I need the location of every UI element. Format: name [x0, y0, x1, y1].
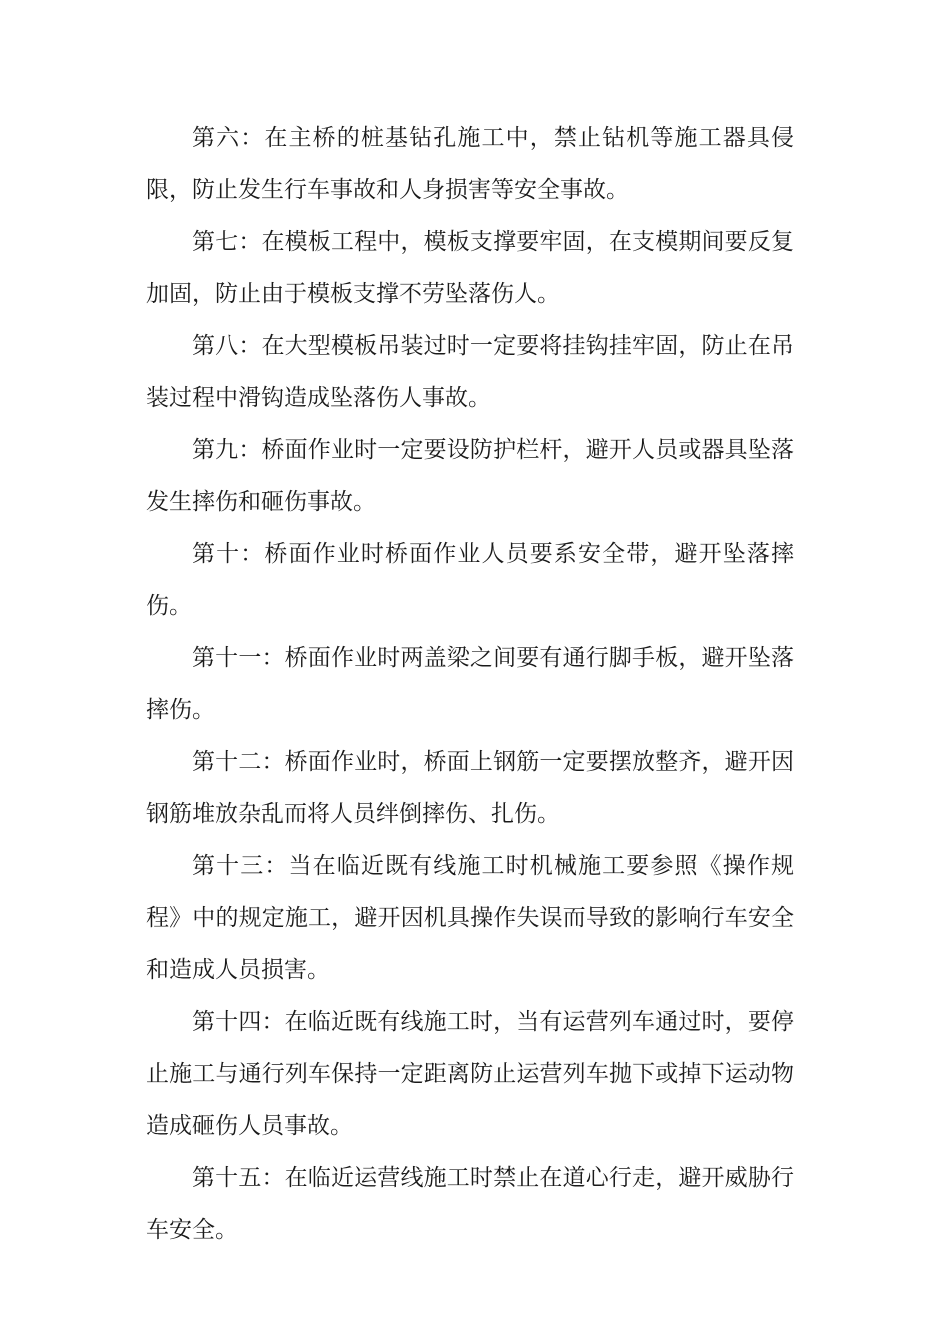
paragraph-article-8: 第八：在大型模板吊装过时一定要将挂钩挂牢固，防止在吊装过程中滑钩造成坠落伤人事故。 [146, 333, 794, 411]
paragraph-article-10: 第十：桥面作业时桥面作业人员要系安全带，避开坠落摔伤。 [146, 541, 794, 619]
paragraph-article-14: 第十四：在临近既有线施工时，当有运营列车通过时，要停止施工与通行列车保持一定距离防止运营列车抛下或掉下运动物造成砸伤人员事故。 [146, 1009, 794, 1139]
paragraph-article-6: 第六：在主桥的桩基钻孔施工中，禁止钻机等施工器具侵限，防止发生行车事故和人身损害等安全事故。 [146, 125, 794, 203]
paragraph-article-7: 第七：在模板工程中，模板支撑要牢固，在支模期间要反复加固，防止由于模板支撑不劳坠落伤人。 [146, 229, 794, 307]
paragraph-article-13: 第十三：当在临近既有线施工时机械施工要参照《操作规程》中的规定施工，避开因机具操作失误而导致的影响行车安全和造成人员损害。 [146, 853, 794, 983]
paragraph-article-11: 第十一：桥面作业时两盖梁之间要有通行脚手板，避开坠落摔伤。 [146, 645, 794, 723]
paragraph-article-12: 第十二：桥面作业时，桥面上钢筋一定要摆放整齐，避开因钢筋堆放杂乱而将人员绊倒摔伤、扎伤。 [146, 749, 794, 827]
paragraph-article-15: 第十五：在临近运营线施工时禁止在道心行走，避开威胁行车安全。 [146, 1165, 794, 1243]
paragraph-article-9: 第九：桥面作业时一定要设防护栏杆，避开人员或器具坠落发生摔伤和砸伤事故。 [146, 437, 794, 515]
document-body [146, 112, 794, 1256]
